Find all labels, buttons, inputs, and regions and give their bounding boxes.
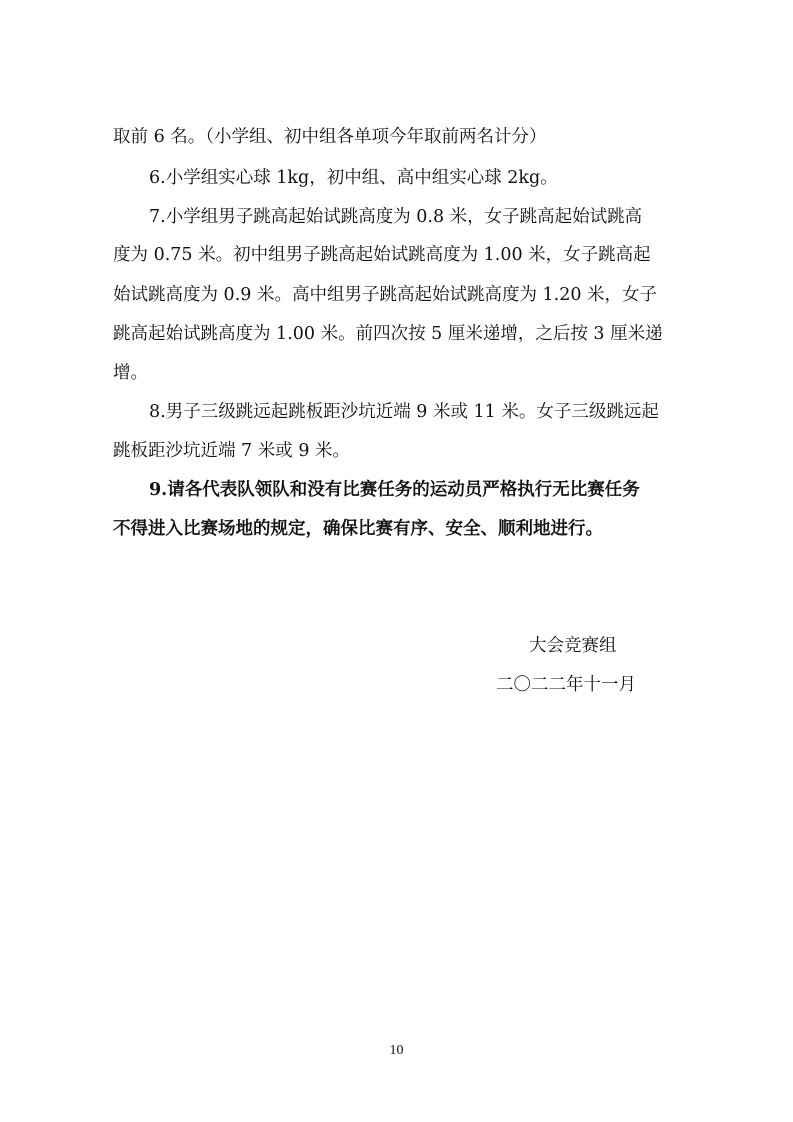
paragraph-line-3: 7.小学组男子跳高起始试跳高度为 0.8 米，女子跳高起始试跳高: [149, 207, 643, 227]
paragraph-line-8: 8.男子三级跳远起跳板距沙坑近端 9 米或 11 米。女子三级跳远起: [149, 402, 659, 422]
signature-org: 大会竞赛组: [529, 636, 617, 656]
signature-date: 二〇二二年十一月: [496, 675, 636, 695]
bold-notice-line-1: 9.请各代表队领队和没有比赛任务的运动员严格执行无比赛任务: [149, 480, 640, 500]
paragraph-line-9: 跳板距沙坑近端 7 米或 9 米。: [113, 441, 351, 461]
paragraph-line-5: 始试跳高度为 0.9 米。高中组男子跳高起始试跳高度为 1.20 米，女子: [113, 285, 658, 305]
paragraph-line-6: 跳高起始试跳高度为 1.00 米。前四次按 5 厘米递增，之后按 3 厘米递: [113, 324, 663, 344]
bold-notice-line-2: 不得进入比赛场地的规定，确保比赛有序、安全、顺利地进行。: [113, 519, 603, 539]
page-number: 10: [389, 1043, 404, 1058]
paragraph-line-1: 取前 6 名。（小学组、初中组各单项今年取前两名计分）: [113, 127, 547, 147]
paragraph-line-7: 增。: [113, 363, 148, 383]
paragraph-line-2: 6.小学组实心球 1kg，初中组、高中组实心球 2kg。: [149, 168, 558, 188]
paragraph-line-4: 度为 0.75 米。初中组男子跳高起始试跳高度为 1.00 米，女子跳高起: [113, 245, 651, 265]
